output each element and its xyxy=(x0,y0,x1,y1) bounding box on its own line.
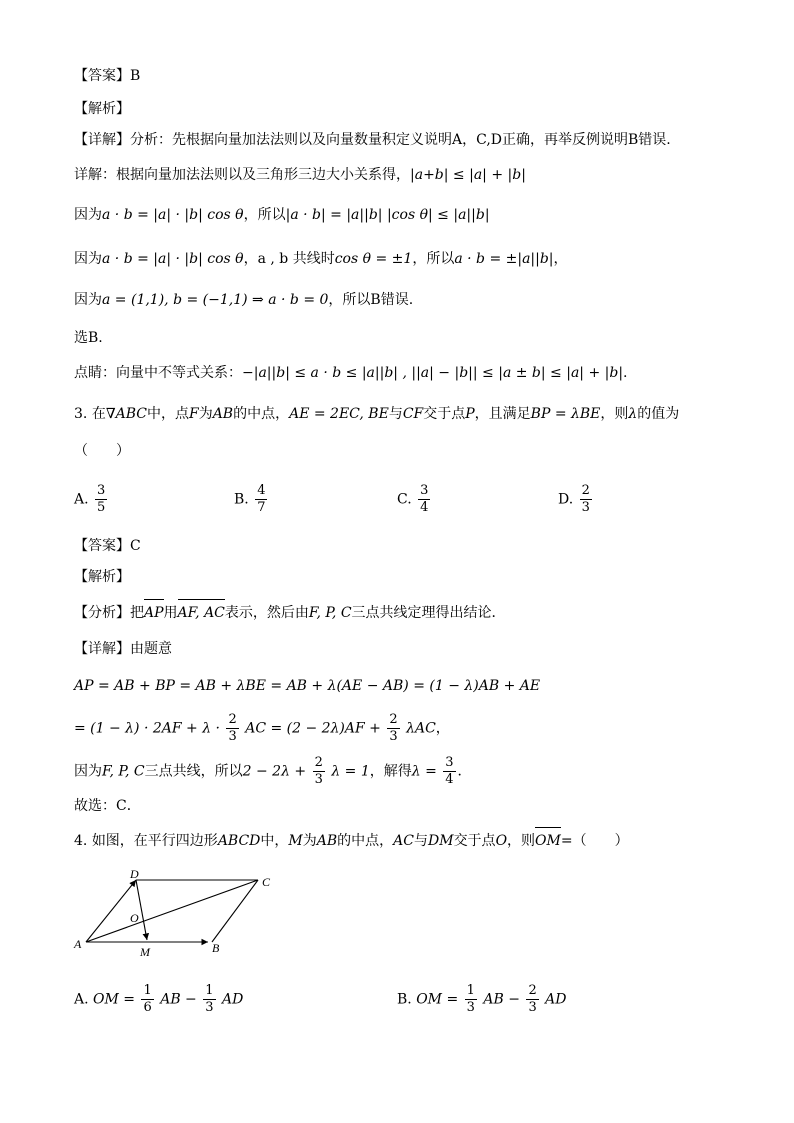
q4-stem-6: 交于点 xyxy=(453,833,496,849)
frac-den: 7 xyxy=(257,500,266,515)
note-end: . xyxy=(623,365,628,381)
answer-tag: 【答案】 xyxy=(74,68,130,84)
eq3-frac2 xyxy=(443,755,455,788)
option-label: D. xyxy=(558,491,574,508)
q2-choose: 选B. xyxy=(74,330,103,346)
answer-value: B xyxy=(130,68,141,84)
opt-lhs: OM = xyxy=(93,991,136,1008)
q3-eq3 xyxy=(74,755,472,788)
q4-stem-2: 中， xyxy=(260,833,289,849)
fenxi-v3: F, P, C xyxy=(308,605,352,621)
fenxi-2: 用 xyxy=(163,605,178,621)
line3-math1: a · b = |a| · |b| cos θ xyxy=(102,251,244,267)
line2-math1: a · b = |a| · |b| cos θ xyxy=(102,207,244,223)
frac-den: 4 xyxy=(420,500,429,515)
line3-math3: a · b = ±|a||b| xyxy=(454,251,554,267)
q4-stem-5: 与 xyxy=(414,833,428,849)
frac-num: 3 xyxy=(445,755,454,770)
eq3-c: 2 − 2λ + xyxy=(242,763,307,780)
frac-num: 1 xyxy=(143,983,152,998)
q3-stem-7: ，且满足 xyxy=(474,406,531,422)
option-label: A. xyxy=(74,491,89,508)
frac-num: 2 xyxy=(581,483,590,498)
segment-dm xyxy=(136,880,147,940)
frac-num: 4 xyxy=(257,483,266,498)
parallelogram-figure xyxy=(68,868,288,960)
q3-number: 3. xyxy=(74,406,88,422)
option-label: B. xyxy=(397,991,412,1008)
option-fraction xyxy=(418,483,430,516)
eq3-f: λ = xyxy=(411,763,437,780)
q3-lambda: λ xyxy=(628,406,638,422)
eq3-fpc: F, P, C xyxy=(102,763,145,780)
frac-den: 3 xyxy=(466,1000,475,1015)
q3-option-d[interactable] xyxy=(558,483,594,516)
line3-mid2: ，所以 xyxy=(412,251,455,267)
frac-num: 2 xyxy=(389,712,398,727)
frac-den: 3 xyxy=(528,1000,537,1015)
frac-den: 3 xyxy=(389,729,398,744)
fenxi-1: 把 xyxy=(130,605,144,621)
q2-line1 xyxy=(74,165,526,185)
q3-fenxi xyxy=(74,603,506,623)
line2-math2: |a · b| = |a||b| |cos θ| ≤ |a||b| xyxy=(285,207,490,223)
opt-frac1 xyxy=(465,983,477,1016)
q3-detail xyxy=(74,639,172,659)
opt-frac2 xyxy=(203,983,215,1016)
detail-text: 分析：先根据向量加法法则以及向量数量积定义说明A，C,D正确，再举反例说明B错误. xyxy=(130,132,671,148)
frac-num: 3 xyxy=(97,483,106,498)
q3-analysis-tag: 【解析】 xyxy=(74,569,130,585)
frac-den: 6 xyxy=(143,1000,152,1015)
label-a: A xyxy=(74,937,82,951)
q4-stem-7: ，则 xyxy=(507,833,536,849)
frac-den: 3 xyxy=(228,729,237,744)
opt-frac1 xyxy=(141,983,153,1016)
q4-seg-ac: AC xyxy=(393,833,414,849)
fenxi-4: 三点共线定理得出结论． xyxy=(351,605,506,621)
q3-stem-6: 交于点 xyxy=(423,406,466,422)
opt-v2: AD xyxy=(221,991,244,1008)
label-b: B xyxy=(212,941,220,955)
q2-analysis-tag: 【解析】 xyxy=(74,101,130,117)
q3-stem xyxy=(74,404,679,424)
q4-seg-dm: DM xyxy=(428,833,454,849)
eq3-b: 三点共线，所以 xyxy=(144,763,243,780)
fenxi-v1: AP xyxy=(144,605,164,621)
frac-num: 3 xyxy=(420,483,429,498)
note-math: −|a||b| ≤ a · b ≤ |a||b| , ||a| − |b|| ≤ |a ± b| ≤ |a| + |b| xyxy=(242,365,624,381)
opt-v1: AB − xyxy=(483,991,520,1008)
detail-tag: 【详解】 xyxy=(74,641,130,657)
frac-num: 1 xyxy=(205,983,214,998)
q3-eq1 xyxy=(74,676,540,696)
option-label: C. xyxy=(397,491,412,508)
answer-tag: 【答案】 xyxy=(74,538,130,554)
eq2-b: AC = (2 − 2λ)AF + xyxy=(245,720,381,737)
line2-mid: ，所以 xyxy=(243,207,286,223)
frac-den: 3 xyxy=(205,1000,214,1015)
frac-den: 4 xyxy=(445,772,454,787)
q3-seg-cf: CF xyxy=(402,406,424,422)
q3-cond2: BP = λBE xyxy=(530,406,601,422)
fenxi-tag: 【分析】 xyxy=(74,605,130,621)
line3-mid: ，a , b 共线时 xyxy=(243,251,335,267)
q3-stem-1: 在 xyxy=(91,406,106,422)
q4-point-o: O xyxy=(495,833,508,849)
q3-point-p: P xyxy=(465,406,475,422)
option-fraction xyxy=(580,483,592,516)
side-bc xyxy=(212,880,258,942)
q4-abcd: ABCD xyxy=(217,833,261,849)
line4-math: a = (1,1), b = (−1,1) ⇒ a · b = 0 xyxy=(102,292,329,308)
detail-1: 由题意 xyxy=(130,641,172,657)
frac-num: 1 xyxy=(466,983,475,998)
fenxi-3: 表示，然后由 xyxy=(224,605,309,621)
label-m: M xyxy=(140,945,150,959)
line3-math2: cos θ = ±1 xyxy=(334,251,413,267)
label-o: O xyxy=(130,911,139,925)
fenxi-v2: AF, AC xyxy=(177,605,225,621)
q3-stem-2: 中，点 xyxy=(146,406,189,422)
option-fraction xyxy=(95,483,107,516)
option-fraction xyxy=(255,483,267,516)
q2-answer-line xyxy=(74,66,140,86)
eq3-end: ． xyxy=(457,763,472,780)
q4-stem-1: 如图，在平行四边形 xyxy=(91,833,218,849)
eq2-frac1 xyxy=(226,712,238,745)
q2-line2 xyxy=(74,205,490,225)
eq3-frac1 xyxy=(313,755,325,788)
line1-math: |a+b| ≤ |a| + |b| xyxy=(410,167,526,183)
q4-point-m: M xyxy=(288,833,303,849)
q3-option-c[interactable] xyxy=(397,483,432,516)
eq3-e: ，解得 xyxy=(369,763,412,780)
opt-lhs: OM = xyxy=(416,991,459,1008)
q3-eq2 xyxy=(74,712,450,745)
frac-num: 2 xyxy=(528,983,537,998)
detail-tag: 【详解】 xyxy=(74,132,130,148)
line1-text: 详解：根据向量加法法则以及三角形三边大小关系得， xyxy=(74,167,410,183)
q3-stem-8: ，则 xyxy=(600,406,629,422)
eq3-d: λ = 1 xyxy=(331,763,370,780)
note-pre: 点睛：向量中不等式关系： xyxy=(74,365,242,381)
q4-stem-8: =（ ） xyxy=(560,833,629,849)
answer-value: C xyxy=(130,538,141,554)
eq2-c: λAC xyxy=(406,720,436,737)
eq2-end: ， xyxy=(435,720,450,737)
q3-answer-line xyxy=(74,536,141,556)
q4-seg-ab: AB xyxy=(316,833,338,849)
eq2-a: = (1 − λ) · 2AF + λ · xyxy=(74,720,221,737)
label-c: C xyxy=(262,875,271,889)
label-d: D xyxy=(130,868,139,881)
opt-v2: AD xyxy=(545,991,567,1008)
eq2-frac2 xyxy=(387,712,399,745)
q3-option-b[interactable] xyxy=(234,483,269,516)
q4-stem-4: 的中点， xyxy=(337,833,394,849)
q3-stem-5: 与 xyxy=(388,406,403,422)
frac-num: 2 xyxy=(228,712,237,727)
q2-line4 xyxy=(74,290,413,310)
q4-stem-3: 为 xyxy=(302,833,317,849)
q4-stem xyxy=(74,831,629,851)
frac-den: 5 xyxy=(97,500,106,515)
line4-end: ，所以B错误. xyxy=(328,292,414,308)
q3-triangle: ∇ABC xyxy=(105,406,147,422)
line2-pre: 因为 xyxy=(74,207,102,223)
frac-num: 2 xyxy=(314,755,323,770)
frac-den: 3 xyxy=(581,500,590,515)
q4-option-a[interactable] xyxy=(74,983,243,1016)
q3-seg-ab: AB xyxy=(212,406,234,422)
line3-pre: 因为 xyxy=(74,251,102,267)
opt-frac2 xyxy=(526,983,538,1016)
q3-option-a[interactable] xyxy=(74,483,109,516)
opt-v1: AB − xyxy=(160,991,197,1008)
q3-paren: （ ） xyxy=(74,443,130,459)
q3-stem-3: 为 xyxy=(198,406,213,422)
q3-choose: 故选：C． xyxy=(74,798,141,814)
diagonal-ac xyxy=(86,880,258,942)
q4-number: 4. xyxy=(74,833,88,849)
q4-vec-om: OM xyxy=(535,833,561,849)
line4-pre: 因为 xyxy=(74,292,102,308)
q2-note xyxy=(74,363,628,383)
eq1-math: AP = AB + BP = AB + λBE = AB + λ(AE − AB) = (1 − λ)AB + AE xyxy=(74,678,541,694)
option-label: A. xyxy=(74,991,89,1008)
q2-detail-line xyxy=(74,130,671,150)
option-label: B. xyxy=(234,491,249,508)
q3-stem-4: 的中点， xyxy=(233,406,290,422)
eq3-a: 因为 xyxy=(74,763,102,780)
q3-cond1: AE = 2EC, BE xyxy=(289,406,389,422)
line3-end: ， xyxy=(553,251,568,267)
frac-den: 3 xyxy=(314,772,323,787)
q2-line3 xyxy=(74,249,568,269)
q3-stem-9: 的值为 xyxy=(637,406,680,422)
q4-option-b[interactable] xyxy=(397,983,567,1016)
q3-point-f: F xyxy=(188,406,199,422)
